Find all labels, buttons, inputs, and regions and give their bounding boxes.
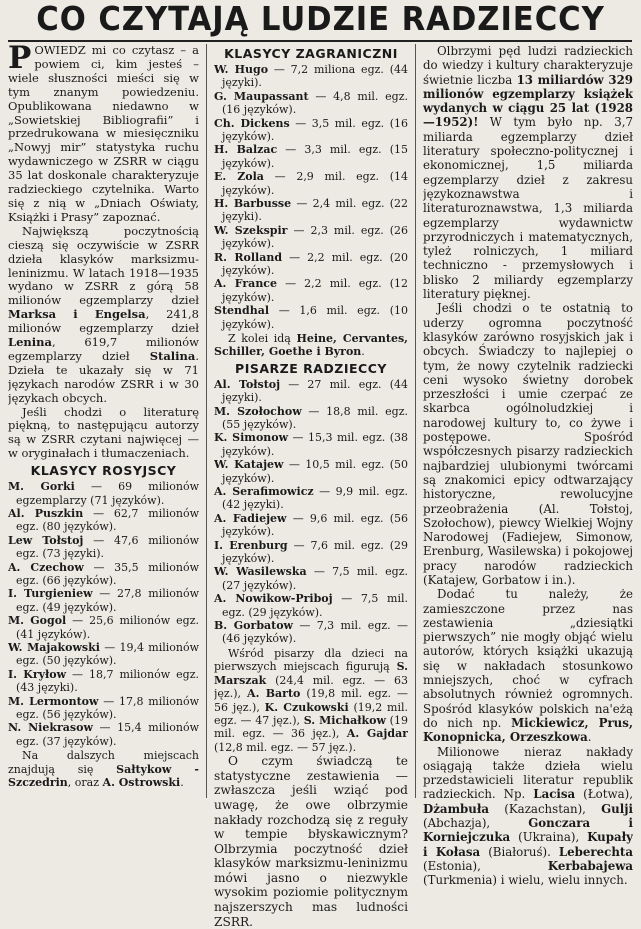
author: W. Hugo — [214, 62, 269, 76]
column-1 — [8, 44, 199, 789]
republic-author: Lacisa — [533, 787, 576, 802]
list-item — [214, 431, 408, 458]
entry-text: — 9,9 mil. egz. (42 języki). — [222, 485, 408, 512]
republic-text: (Abchazja), — [423, 816, 491, 831]
kids-author: A. Barto — [247, 687, 301, 701]
p2-text-c: , 241,8 milionów egzemplarzy dzieł — [8, 307, 199, 336]
author: I. Turgieniew — [8, 587, 93, 601]
article-headline: CO CZYTAJĄ LUDZIE RADZIECCY — [36, 0, 605, 38]
list-item — [8, 561, 199, 588]
entry-text: — 17,8 milionów egz. (56 języków). — [16, 694, 199, 721]
republic-author: Kupały i Kołasa — [423, 830, 633, 859]
author: A. Nowikow-Priboj — [214, 592, 333, 606]
list-item — [8, 641, 199, 668]
republic-author: Kerbabajewa — [547, 858, 633, 873]
entry-text: — 18,7 milionów egz. (43 języki). — [16, 667, 199, 695]
intro-paragraph — [8, 44, 199, 225]
author: M. Gorki — [8, 480, 75, 494]
author: Ch. Dickens — [214, 116, 290, 130]
p1-text-c: W tym było np. 3,7 miliarda egzemplarzy dzieł literatury społeczno-politycznej i ekonomicznej, 1,5 miliarda egzemplarzy dzieł z zakresu językoznawstwa i literaturoznawstwa, 1,3 miliarda egzemplarzy wydawnictw przyrodniczych i matematycznych, tyleż rolniczych, 1 miliard techniczno - przemysłowych i blisko 2 miliardy egzemplarzy literatury pięknej. — [423, 115, 633, 302]
author: M. Gogol — [8, 614, 67, 628]
closing-paragraph: O czym świadczą te statystyczne zestawienia — zwłaszcza jeśli wziąć pod uwagę, że owe olbrzymie nakłady rozchodzą się z reguły w tempie błyskawicznym? Olbrzymia poczytność dzieł klasyków marksizmu-leninizmu mówi jasno o niezwykle wysokim poziomie politycznym najszerszych mas ludności ZSRR. — [214, 754, 408, 929]
kids-author: S. Marszak — [214, 660, 408, 687]
entry-text: — 7,3 mil. egz. — (46 języków). — [222, 619, 408, 646]
entry-text: — 7,6 mil. egz. (29 języków). — [222, 538, 408, 566]
entry-text: — 7,5 mil. egz. (29 języków). — [222, 592, 408, 619]
list-item — [214, 143, 408, 170]
entry-text: — 2,3 mil. egz. (26 języków). — [222, 223, 408, 251]
list-item — [8, 587, 199, 614]
author: W. Majakowski — [8, 640, 100, 654]
list-item — [214, 405, 408, 432]
republic-author: Gulji — [601, 801, 633, 816]
entry-text: — 2,4 mil. egz. (22 języki). — [222, 196, 408, 224]
entry-text: — 27 mil. egz. (44 języki). — [222, 377, 408, 405]
republic-text: (Łotwa), — [575, 787, 633, 802]
p2-text-a: Największą poczytnością cieszą się oczywiście w ZSRR dzieła klasyków marksizmu-leninizmu. W latach 1918—1935 wydano w ZSRR z górą 58 milionów egzemplarzy dzieł — [8, 223, 199, 308]
list-item — [214, 197, 408, 224]
author: I. Kryłow — [8, 667, 67, 681]
column-divider — [206, 44, 207, 798]
list-item — [8, 507, 199, 534]
kids-text: (19 mil. egz. — 36 jęz.), — [214, 713, 408, 741]
foreign-classics-tail — [214, 332, 408, 359]
entry-text: — 2,2 mil. egz. (20 języków). — [222, 250, 408, 277]
republic-text: (Turkmenia) i wielu, wielu innych. — [423, 873, 628, 888]
republic-text: (Estonia), — [423, 858, 481, 873]
classics-marxism-paragraph — [8, 225, 199, 406]
book-statistics-paragraph — [423, 44, 633, 301]
republic-author: Dżambuła — [423, 801, 490, 816]
entry-text: — 25,6 milionów egz. (41 języków). — [16, 614, 199, 641]
list-item — [8, 480, 199, 507]
republic-text: (Białoruś). — [480, 844, 551, 859]
children-writers-paragraph — [214, 647, 408, 754]
ostrovsky: A. Ostrowski — [102, 776, 181, 790]
list-item — [214, 565, 408, 592]
author: Al. Puszkin — [8, 506, 84, 520]
author: A. Czechow — [8, 560, 84, 574]
author: W. Wasilewska — [214, 565, 307, 579]
stalin: Stalina — [149, 348, 196, 363]
entry-text: — 18,8 mil. egz. (55 języków). — [222, 404, 408, 431]
entry-text: — 9,6 mil. egz. (56 języków). — [222, 511, 408, 539]
russian-classics-tail — [8, 749, 199, 789]
tail-text-e: . — [180, 776, 184, 790]
column-2 — [214, 44, 408, 929]
entry-text: — 3,5 mil. egz. (16 języków). — [222, 116, 408, 143]
author: A. Fadiejew — [214, 511, 287, 525]
marks-engels: Marksa i Engelsa — [8, 307, 146, 322]
list-item — [214, 619, 408, 646]
p4-text-a: Milionowe nieraz nakłady osiągają także dzieła wielu przedstawicieli literatur republik radzieckich. Np. — [423, 744, 633, 802]
entry-text: — 19,4 milionów egz. (50 języków). — [16, 640, 199, 668]
list-item — [214, 592, 408, 619]
author: Al. Tołstoj — [214, 377, 281, 391]
russian-classics-list — [8, 480, 199, 748]
kids-author: A. Gajdar — [346, 727, 408, 741]
list-item — [8, 614, 199, 641]
author: I. Erenburg — [214, 538, 288, 552]
entry-text: — 2,2 mil. egz. (12 języków). — [222, 277, 408, 304]
republics-paragraph — [423, 745, 633, 888]
entry-text: — 3,3 mil. egz. (15 języków). — [222, 143, 408, 170]
entry-text: — 7,2 miliona egz. (44 języki). — [222, 62, 408, 90]
republic-text: (Kazachstan), — [489, 801, 586, 816]
author: H. Balzac — [214, 143, 278, 157]
kids-intro: Wśród pisarzy dla dzieci na pierwszych miejscach figurują — [214, 646, 408, 674]
list-item — [214, 539, 408, 566]
author: W. Katajew — [214, 458, 284, 472]
author: K. Simonow — [214, 431, 289, 445]
list-item — [214, 485, 408, 512]
kids-text: (19,8 mil. egz. — 56 jęz.), — [214, 687, 408, 714]
entry-text: — 15,4 milionów egz. (37 języków). — [16, 721, 199, 748]
p2-text-d: , 619,7 milionów egzemplarzy dzieł — [8, 335, 199, 363]
list-item — [214, 378, 408, 405]
foreign-tail-c: . — [361, 345, 365, 359]
column-divider — [415, 44, 416, 798]
entry-text: — 27,8 milionów egz. (49 języków). — [16, 587, 199, 614]
p3-text-a: Dodać tu należy, że zamieszczone przez nas zestawienia „dziesiątki pierwszych” nie mogły objąć wielu autorów, których książki ukazują się w nakładach stosunkowo mniejszych, choć w cyfrach absolutnych również ogromnych. Spośród klasyków polskich na'eżą do nich np. — [423, 587, 633, 730]
list-item — [214, 251, 408, 278]
author: A. Serafimowicz — [214, 485, 314, 498]
headline-rule — [8, 40, 632, 42]
section-title-russian-classics: KLASYCY ROSYJSCY — [30, 463, 177, 479]
author: M. Lermontow — [8, 694, 99, 708]
author: B. Gorbatow — [214, 619, 294, 633]
author: G. Maupassant — [214, 89, 309, 103]
soviet-writers-list — [214, 378, 408, 646]
drop-cap: P — [8, 44, 32, 76]
list-item — [214, 512, 408, 539]
entry-text: — 47,6 milionów egz. (73 języki). — [16, 533, 199, 561]
entry-text: — 1,6 mil. egz. (10 języków). — [222, 304, 408, 331]
republic-author: Gonczara i Korniejczuka — [423, 816, 633, 845]
kids-text: (19,2 mil. egz. — 47 jęz.), — [214, 700, 408, 727]
literature-analysis-paragraph: Jeśli chodzi o te ostatnią to uderzy ogromna poczytność klasyków zarówno rosyjskich jak i obcych. Świadczy to najlepiej o tym, że nowy czytelnik radziecki ceni wysoko świetny dorobek przeszłości i umie czerpać ze skarbca ogólnoludzkiej i narodowej kultury to, co żywe i postępowe. Spośród współczesnych pisarzy radzieckich najbardziej ulubionymi twórcami są znakomici epicy odtwarzający historyczne, rewolucyjne przeobrażenia (Al. Tołstoj, Szołochow), piewcy Wielkiej Wojny Narodowej (Fadiejew, Simonow, Erenburg, Wasilewska) i pokojowej pracy narodów radzieckich (Katajew, Gorbatow i in.). — [423, 301, 633, 587]
tail-text-a: Na dalszych miejscach znajdują się — [8, 749, 199, 776]
section-title-soviet-writers: PISARZE RADZIECCY — [235, 360, 387, 376]
section-title-foreign-classics: KLASYCY ZAGRANICZNI — [224, 46, 398, 61]
entry-text: — 69 milionów egzemplarzy (71 języków). — [16, 480, 199, 507]
entry-text: — 4,8 mil. egz. (16 języków). — [222, 89, 408, 117]
list-item — [8, 721, 199, 748]
republic-text: (Ukraina), — [510, 830, 580, 845]
entry-text: — 15,3 mil. egz. (38 języków). — [222, 431, 408, 458]
list-item — [214, 458, 408, 485]
tail-text-c: , oraz — [67, 776, 100, 790]
list-item — [214, 63, 408, 90]
author: M. Szołochow — [214, 404, 302, 418]
column-3 — [423, 44, 633, 888]
author: W. Szekspir — [214, 223, 288, 237]
book-count-highlight: 13 miliardów 329 milionów egzemplarzy książek wydanych w ciągu 25 lat (1928—1952)! — [423, 72, 633, 130]
list-item — [214, 117, 408, 144]
author: Stendhal — [214, 304, 270, 318]
entry-text: — 62,7 milionów egz. (80 języków). — [16, 506, 199, 534]
list-item — [8, 534, 199, 561]
kids-author: S. Michałkow — [303, 713, 386, 727]
list-item — [8, 668, 199, 695]
author: R. Rolland — [214, 250, 283, 264]
foreign-tail-a: Z kolei idą — [228, 332, 291, 346]
author: N. Niekrasow — [8, 721, 93, 735]
p1-text-a: Olbrzymi pęd ludzi radzieckich do wiedzy i kultury charakteryzuje świetnie liczba — [423, 44, 633, 87]
foreign-tail-authors: Heine, Cervantes, Schiller, Goethe i Byron — [214, 332, 408, 359]
lenin: Lenina — [8, 335, 52, 350]
foreign-classics-list — [214, 63, 408, 331]
author: A. France — [214, 277, 278, 291]
kids-text: (24,4 mil. egz. — 63 jęz.), — [214, 673, 408, 701]
literature-intro-paragraph: Jeśli chodzi o literaturę piękną, to następującu autorzy są w ZSRR czytani najwięcej — w oryginałach i tłumaczeniach. — [8, 404, 199, 461]
list-item — [214, 224, 408, 251]
polish-classics-paragraph — [423, 587, 633, 744]
entry-text: — 2,9 mil. egz. (14 języków). — [222, 170, 408, 197]
list-item — [214, 304, 408, 331]
author: E. Zola — [214, 170, 264, 184]
p2-text-e: . Dzieła te ukazały się w 71 językach narodów ZSRR i w 30 językach obcych. — [8, 348, 199, 405]
republic-author: Leberechta — [558, 844, 633, 859]
polish-authors: Mickiewicz, Prus, Konopnicka, Orzeszkowa — [423, 715, 633, 745]
list-item — [214, 170, 408, 197]
entry-text: — 7,5 mil. egz. (27 języków). — [222, 565, 408, 592]
author: Lew Tołstoj — [8, 533, 84, 547]
list-item — [8, 695, 199, 722]
kids-author: K. Czukowski — [264, 700, 349, 714]
kids-text: (12,8 mil. egz. — 57 jęz.). — [214, 740, 357, 754]
intro-text: OWIEDZ mi co czytasz – a powiem ci, kim jesteś – wiele słuszności mieści się w tym znanym powiedzeniu. Opublikowana niedawno w „Sowietskiej Bibliografii” i przedrukowana w miesięczniku „Nowyj mir” statystyka ruchu wydawniczego w ZSRR w ciągu 35 lat doskonale charakteryzuje radzieckiego czytelnika. Warto się z nią w „Dniach Oświaty, Książki i Prasy” zapoznać. — [8, 44, 199, 224]
p3-text-c: . — [587, 730, 592, 745]
entry-text: — 10,5 mil. egz. (50 języków). — [222, 458, 408, 485]
author: H. Barbusse — [214, 196, 292, 210]
saltykov: Sałtykow - Szczedrin — [8, 762, 199, 790]
list-item — [214, 277, 408, 304]
list-item — [214, 90, 408, 117]
entry-text: — 35,5 milionów egz. (66 języków). — [16, 560, 199, 587]
